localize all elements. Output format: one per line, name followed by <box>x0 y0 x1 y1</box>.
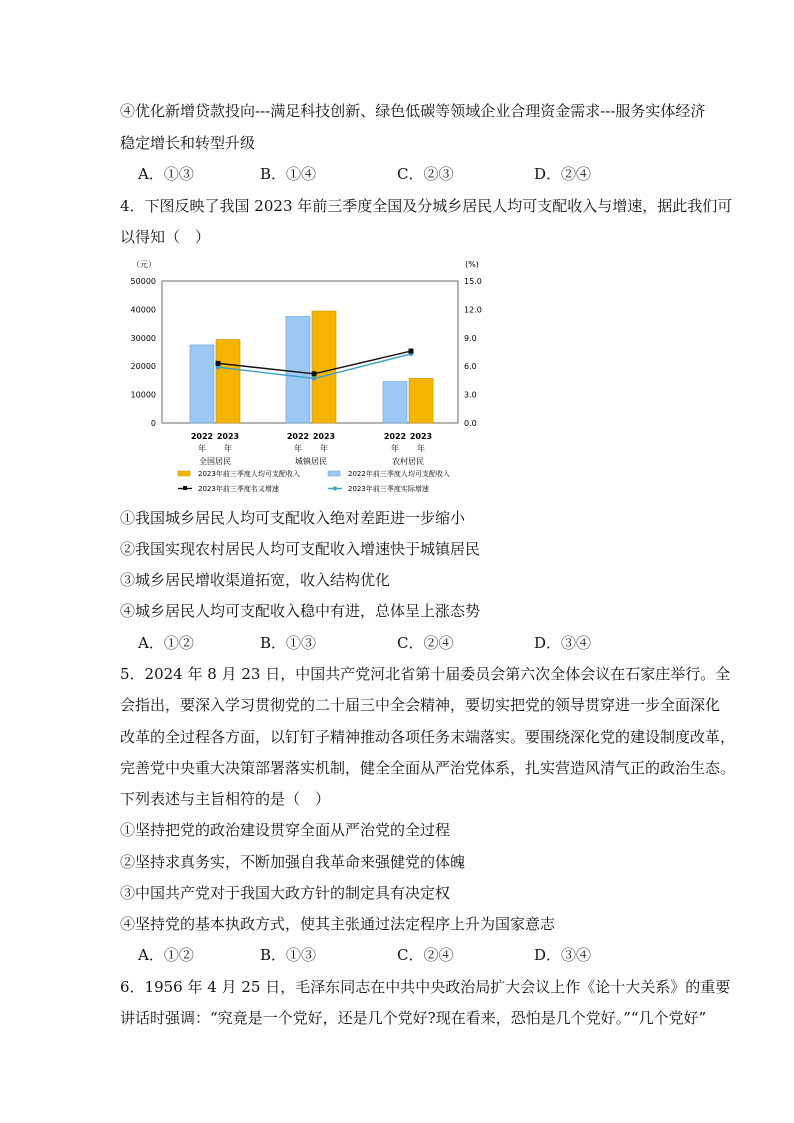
category-year-suffix: 年 <box>417 444 425 453</box>
q5-line-4: 完善党中央重大决策部署落实机制，健全全面从严治党体系，扎实营造风清气正的政治生态。 <box>120 759 736 777</box>
bar-2023 <box>312 311 336 423</box>
q3-option-a[interactable]: A．①③ <box>138 165 194 183</box>
q4-option-a[interactable]: A．①② <box>138 634 194 652</box>
category-year-label: 2022 <box>190 432 214 441</box>
category-group-label: 全国居民 <box>199 457 231 466</box>
bar-2022 <box>190 345 214 423</box>
q3-item-4-line2: 稳定增长和转型升级 <box>120 134 256 152</box>
category-year-label: 2022 <box>286 432 310 441</box>
q4-item-1: ①我国城乡居民人均可支配收入绝对差距进一步缩小 <box>120 509 466 527</box>
legend-label: 2023年前三季度实际增速 <box>348 485 429 493</box>
q5-option-c[interactable]: C．②④ <box>397 946 454 964</box>
right-tick-label: 6.0 <box>464 362 477 372</box>
left-tick-label: 20000 <box>130 362 156 372</box>
right-axis-unit: (%) <box>465 260 479 269</box>
right-tick-label: 0.0 <box>464 419 477 428</box>
category-year-label: 2022 <box>383 432 407 441</box>
q5-option-d[interactable]: D．③④ <box>534 946 592 964</box>
category-year-suffix: 年 <box>294 444 302 453</box>
category-year-suffix: 年 <box>224 444 232 453</box>
legend-swatch <box>328 471 340 476</box>
category-year-suffix: 年 <box>391 444 399 453</box>
left-tick-label: 30000 <box>130 333 156 343</box>
category-year-label: 2023 <box>312 432 336 441</box>
category-year-label: 2023 <box>409 432 433 441</box>
right-tick-label: 15.0 <box>464 277 482 286</box>
q6-line-2: 讲话时强调：“究竟是一个党好，还是几个党好?现在看来，恐怕是几个党好。”“几个党好” <box>120 1009 707 1027</box>
q3-option-c[interactable]: C．②③ <box>397 165 454 183</box>
q4-item-4: ④城乡居民人均可支配收入稳中有进，总体呈上涨态势 <box>120 602 481 620</box>
q3-option-b[interactable]: B．①④ <box>260 165 317 183</box>
q4-option-c[interactable]: C．②④ <box>397 634 454 652</box>
legend-marker <box>183 486 187 490</box>
q5-item-2: ②坚持求真务实，不断加强自我革命来强健党的体魄 <box>120 853 466 871</box>
category-year-suffix: 年 <box>198 444 206 453</box>
q5-line-1: 5．2024 年 8 月 23 日，中国共产党河北省第十届委员会第六次全体会议在石家庄举行。全 <box>120 665 731 683</box>
q5-option-b[interactable]: B．①③ <box>260 946 317 964</box>
income-chart-svg <box>120 256 500 501</box>
category-group-label: 城镇居民 <box>295 457 327 466</box>
left-tick-label: 10000 <box>130 390 156 400</box>
category-year-label: 2023 <box>216 432 240 441</box>
q5-item-1: ①坚持把党的政治建设贯穿全面从严治党的全过程 <box>120 821 451 839</box>
bar-2023 <box>409 378 433 423</box>
income-chart <box>120 256 500 501</box>
right-tick-label: 9.0 <box>464 333 477 343</box>
legend-marker <box>333 487 337 491</box>
left-tick-label: 0 <box>150 419 156 428</box>
q5-line-3: 改革的全过程各方面，以钉钉子精神推动各项任务末端落实。要围绕深化党的建设制度改革， <box>120 728 736 746</box>
q6-line-1: 6．1956 年 4 月 25 日，毛泽东同志在中共中央政治局扩大会议上作《论十大关系》的重要 <box>120 978 731 996</box>
q5-item-4: ④坚持党的基本执政方式，使其主张通过法定程序上升为国家意志 <box>120 915 556 933</box>
q4-stem-line2: 以得知（ ） <box>120 228 211 246</box>
q3-option-d[interactable]: D．②④ <box>534 165 592 183</box>
bar-2023 <box>216 340 240 423</box>
bar-2022 <box>286 317 310 424</box>
q4-option-d[interactable]: D．③④ <box>534 634 592 652</box>
q4-option-b[interactable]: B．①③ <box>260 634 317 652</box>
nominal-growth-point <box>409 349 414 354</box>
left-tick-label: 50000 <box>130 277 156 286</box>
legend-label: 2023年前三季度人均可支配收入 <box>198 470 300 478</box>
right-tick-label: 12.0 <box>464 305 482 315</box>
legend-label: 2022年前三季度人均可支配收入 <box>348 470 450 478</box>
right-tick-label: 3.0 <box>464 390 477 400</box>
q5-option-a[interactable]: A．①② <box>138 946 194 964</box>
q4-stem-line1: 4．下图反映了我国 2023 年前三季度全国及分城乡居民人均可支配收入与增速，据此我们可 <box>120 197 733 215</box>
category-group-label: 农村居民 <box>392 457 424 466</box>
nominal-growth-point <box>216 361 221 366</box>
q5-line-5: 下列表述与主旨相符的是（ ） <box>120 790 331 808</box>
category-year-suffix: 年 <box>320 444 328 453</box>
legend-swatch <box>178 471 190 476</box>
left-axis-unit: （元） <box>132 260 156 269</box>
q5-item-3: ③中国共产党对于我国大政方针的制定具有决定权 <box>120 884 451 902</box>
left-tick-label: 40000 <box>130 305 156 315</box>
q5-line-2: 会指出，要深入学习贯彻党的二十届三中全会精神，要切实把党的领导贯穿进一步全面深化 <box>120 696 721 714</box>
q3-item-4-line1: ④优化新增贷款投向---满足科技创新、绿色低碳等领域企业合理资金需求---服务实体经济 <box>120 102 706 120</box>
q4-item-2: ②我国实现农村居民人均可支配收入增速快于城镇居民 <box>120 540 481 558</box>
real-growth-point <box>312 376 316 380</box>
legend-label: 2023年前三季度名义增速 <box>198 485 279 493</box>
q4-item-3: ③城乡居民增收渠道拓宽，收入结构优化 <box>120 571 391 589</box>
nominal-growth-point <box>312 371 317 376</box>
bar-2022 <box>383 382 407 423</box>
